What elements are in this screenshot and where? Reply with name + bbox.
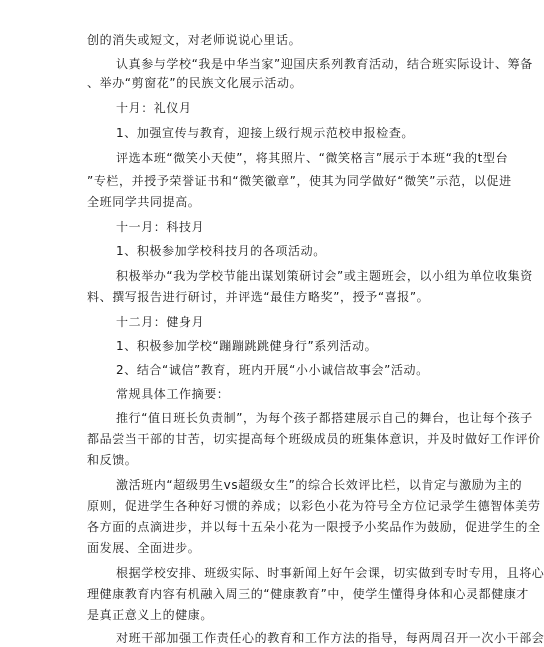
text-line: 全班同学共同提高。	[87, 195, 201, 209]
list-item: 2、结合“诚信”教育，班内开展“小小诚信故事会”活动。	[116, 363, 429, 377]
list-item: 1、积极参加学校科技月的各项活动。	[116, 244, 326, 258]
text-line: 创的消失或短文，对老师说说心里话。	[87, 33, 302, 47]
text-line: 各方面的点滴进步，并以每十五朵小花为一限授予小奖品作为鼓励，促进学生的全	[87, 520, 541, 534]
text-line: ”专栏，并授予荣誉证书和“微笑徽章”，使其为同学做好“微笑”示范，以促进	[87, 174, 512, 188]
text-line: 理健康教育内容有机融入周三的“健康教育”中，使学生懂得身体和心灵都健康才	[87, 587, 530, 601]
paragraph-start: 对班干部加强工作责任心的教育和工作方法的指导，每两周召开一次小干部会	[116, 631, 544, 645]
text-line: 、举办“剪窗花”的民族文化展示活动。	[87, 76, 303, 90]
section-heading: 十二月：健身月	[116, 315, 205, 329]
paragraph-start: 认真参与学校“我是中华当家”迎国庆系列教育活动，结合班实际设计、筹备	[116, 57, 533, 71]
list-item: 1、加强宣传与教育，迎接上级行规示范校申报检查。	[116, 126, 415, 140]
paragraph-start: 积极举办“我为学校节能出谋划策研讨会”或主题班会，以小组为单位收集资	[116, 269, 533, 283]
list-item: 1、积极参加学校“蹦蹦跳跳健身行”系列活动。	[116, 339, 378, 353]
text-line: 原则，促进学生各种好习惯的养成；以彩色小花为符号全方位记录学生德智体美劳	[87, 499, 541, 513]
paragraph-start: 激活班内“超级男生vs超级女生”的综合长效评比栏，以肯定与激励为主的	[116, 478, 523, 492]
paragraph-start: 推行“值日班长负责制”，为每个孩子都搭建展示自己的舞台，也让每个孩子	[116, 411, 533, 425]
section-heading: 十月：礼仪月	[116, 101, 192, 115]
paragraph-start: 评选本班“微笑小天使”，将其照片、“微笑格言”展示于本班“我的t型台	[116, 151, 509, 165]
paragraph-start: 根据学校安排、班级实际、时事新闻上好午会课，切实做到专时专用，且将心	[116, 566, 544, 580]
section-heading: 常规具体工作摘要：	[116, 387, 230, 401]
text-line: 面发展、全面进步。	[87, 541, 201, 555]
text-line: 是真正意义上的健康。	[87, 608, 214, 622]
text-line: 都品尝当干部的甘苦，切实提高每个班级成员的班集体意识，并及时做好工作评价	[87, 432, 541, 446]
text-line: 和反馈。	[87, 453, 138, 467]
section-heading: 十一月：科技月	[116, 220, 205, 234]
text-line: 料、撰写报告进行研讨，并评选“最佳方略奖”，授予“喜报”。	[87, 290, 430, 304]
